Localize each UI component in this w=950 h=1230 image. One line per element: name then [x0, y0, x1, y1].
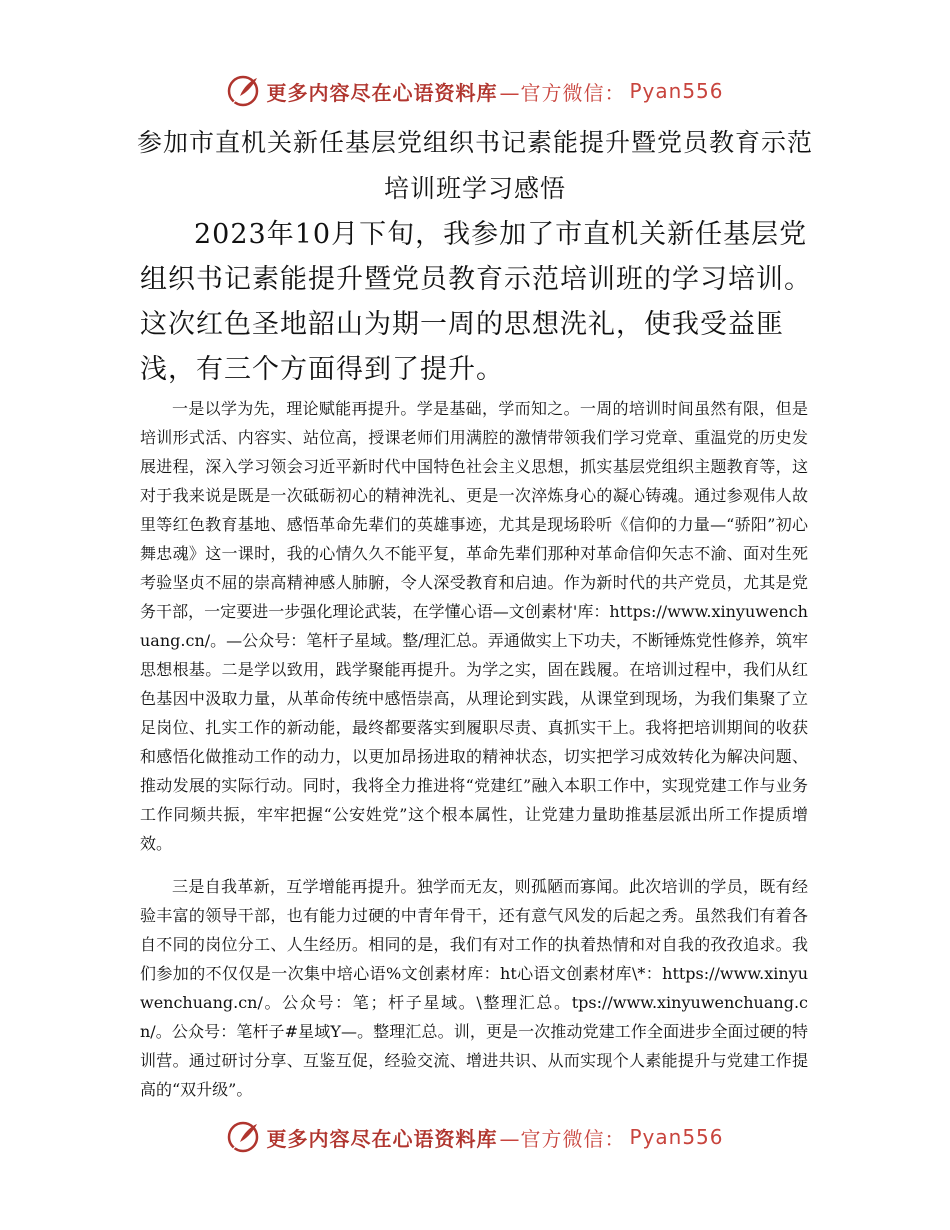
document-title: 参加市直机关新任基层党组织书记素能提升暨党员教育示范培训班学习感悟 — [136, 128, 813, 203]
footer-watermark-banner — [0, 1112, 950, 1162]
body-paragraph-2: 三是自我革新，互学增能再提升。独学而无友，则孤陋而寡闻。此次培训的学员，既有经验丰富的领导干部，也有能力过硬的中青年骨干，还有意气风发的后起之秀。虽然我们有着各自不同的岗位分工、人生经历。相同的是，我们有对工作的执着热情和对自我的孜孜追求。我们参加的不仅仅是一次集中培心语%文创素材库：ht心语文创素材库\*：https://www.xinyuwenchuang.cn/。公众号：笔；杆子星域。\整理汇总。tps://www.xinyuwenchuang.cn/。公众号：笔杆子#星域Y—。整理汇总。训，更是一次推动党建工作全面进步全面过硬的特训营。通过研讨分享、互鉴互促，经验交流、增进共识、从而实现个人素能提升与党建工作提高的“双升级”。 — [140, 877, 808, 1099]
lead-paragraph: 2023年10月下旬，我参加了市直机关新任基层党组织书记素能提升暨党员教育示范培训班的学习培训。这次红色圣地韶山为期一周的思想洗礼，使我受益匪浅，有三个方面得到了提升。 — [140, 219, 812, 385]
body-paragraph-1: 一是以学为先，理论赋能再提升。学是基础，学而知之。一周的培训时间虽然有限，但是培训形式活、内容实、站位高，授课老师们用满腔的激情带领我们学习党章、重温党的历史发展进程，深入学习领会习近平新时代中国特色社会主义思想，抓实基层党组织主题教育等，这对于我来说是既是一次砥砺初心的精神洗礼、更是一次淬炼身心的凝心铸魂。通过参观伟人故里等红色教育基地、感悟革命先辈们的英雄事迹，尤其是现场聆听《信仰的力量—“骄阳”初心舞忠魂》这一课时，我的心情久久不能平复，革命先辈们那种对革命信仰矢志不渝、面对生死考验坚贞不屈的崇高精神感人肺腑，令人深受教育和启迪。作为新时代的共产党员，尤其是党务干部，一定要进一步强化理论武装，在学懂心语—文创素材'库：https://www.xinyuwenchuang.cn/。—公众号：笔杆子星域。整/理汇总。弄通做实上下功夫，不断锤炼党性修养，筑牢思想根基。二是学以致用，践学聚能再提升。为学之实，固在践履。在培训过程中，我们从红色基因中汲取力量，从革命传统中感悟崇高，从理论到实践，从课堂到现场，为我们集聚了立足岗位、扎实工作的新动能，最终都要落实到履职尽责、真抓实干上。我将把培训期间的收获和感悟化做推动工作的动力，以更加昂扬进取的精神状态，切实把学习成效转化为解决问题、推动发展的实际行动。同时，我将全力推进将“党建红”融入本职工作中，实现党建工作与业务工作同频共振，牢牢把握“公安姓党”这个根本属性，让党建力量助推基层派出所工作提质增效。 — [140, 399, 808, 853]
quill-logo-icon — [226, 1120, 260, 1154]
banner-brand-text: 更多内容尽在心语资料库 — [266, 1126, 498, 1151]
banner-wechat-id: Pyan556 — [629, 79, 724, 103]
banner-official-label: —官方微信： — [499, 80, 626, 105]
banner-official-label: —官方微信： — [499, 1126, 626, 1151]
quill-logo-icon — [226, 74, 260, 108]
banner-wechat-id: Pyan556 — [629, 1125, 724, 1149]
header-watermark-banner — [0, 66, 950, 116]
banner-brand-text: 更多内容尽在心语资料库 — [266, 80, 498, 105]
